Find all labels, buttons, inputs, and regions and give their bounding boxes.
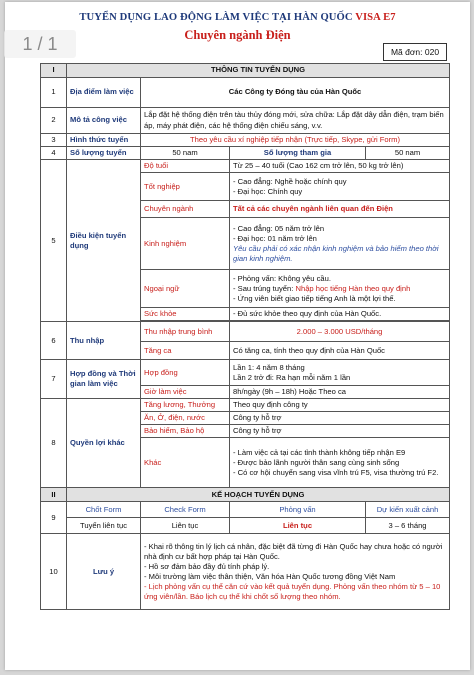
experience-value xyxy=(230,218,450,270)
other-benefits-value xyxy=(230,438,450,488)
hours-value: 8h/ngày (9h – 18h) Hoặc Theo ca xyxy=(230,386,450,399)
row-number: 10 xyxy=(41,534,67,610)
recruitment-table xyxy=(40,63,450,610)
other-benefit-line: - Có cơ hội chuyển sang visa vĩnh trú F5, visa thường trú F2. xyxy=(233,467,439,477)
sub-label-health: Sức khỏe xyxy=(141,308,230,321)
contract-value xyxy=(230,360,450,386)
section-header-info xyxy=(41,64,450,78)
language-line: - Phỏng vấn: Không yêu cầu. xyxy=(233,273,331,283)
row-quantity xyxy=(41,147,450,160)
order-code-box: Mã đơn: 020 xyxy=(383,43,447,61)
notes-value xyxy=(141,534,450,610)
plan-header: Phỏng vấn xyxy=(230,502,366,518)
row-number: 4 xyxy=(41,147,67,160)
row-income-salary xyxy=(41,322,450,342)
plan-header-row xyxy=(41,502,450,518)
experience-note: Yêu cầu phải có xác nhận kinh nghiệm và bảo hiểm theo thời gian kinh nghiệm. xyxy=(233,243,439,263)
section-title: THÔNG TIN TUYỂN DỤNG xyxy=(67,64,450,78)
row-number: 8 xyxy=(41,399,67,488)
sub-label-hours: Giờ làm việc xyxy=(141,386,230,399)
health-value: - Đủ sức khỏe theo quy định của Hàn Quốc. xyxy=(230,308,450,321)
plan-header: Check Form xyxy=(141,502,230,518)
section-header-plan xyxy=(41,488,450,502)
age-value: Từ 25 – 40 tuổi (Cao 162 cm trở lên, 50 kg trở lên) xyxy=(230,160,450,173)
sub-label-experience: Kinh nghiệm xyxy=(141,218,230,270)
sub-label-education: Tốt nghiệp xyxy=(141,173,230,201)
sub-label-language: Ngoại ngữ xyxy=(141,270,230,308)
education-line: - Cao đẳng: Nghề hoặc chính quy xyxy=(233,176,347,186)
row-notes xyxy=(41,534,450,610)
contract-line: Lần 1: 4 năm 8 tháng xyxy=(233,362,305,372)
language-line-prefix: - Sau trúng tuyển: xyxy=(233,283,296,293)
sub-label-other: Khác xyxy=(141,438,230,488)
title-visa: VISA E7 xyxy=(355,12,396,23)
row-job-description xyxy=(41,108,450,134)
row-label: Mô tả công việc xyxy=(67,108,141,134)
other-benefit-line: - Được bảo lãnh người thân sang cùng sinh sống xyxy=(233,457,400,467)
education-value xyxy=(230,173,450,201)
row-number: 7 xyxy=(41,360,67,399)
quantity-value: 50 nam xyxy=(141,147,230,160)
sub-label-overtime: Tăng ca xyxy=(141,342,230,360)
title-main: TUYỂN DỤNG LAO ĐỘNG LÀM VIỆC TẠI HÀN QUỐC xyxy=(79,12,356,23)
row-label: Hình thức tuyển xyxy=(67,134,141,147)
row-benefit-raise xyxy=(41,399,450,412)
plan-header: Chốt Form xyxy=(67,502,141,518)
participants-value: 50 nam xyxy=(366,147,450,160)
row-contract xyxy=(41,360,450,386)
note-line: - Khai rõ thông tin lý lịch cá nhân, đặc biệt đã từng đi Hàn Quốc hay chưa hoặc có người nhà định cư bất hợp pháp tại Hàn Quốc. xyxy=(144,541,443,561)
experience-line: - Đại học: 01 năm trở lên xyxy=(233,233,317,243)
language-line xyxy=(233,284,446,294)
major-value: Tất cả các chuyên ngành liên quan đến Điện xyxy=(230,201,450,218)
sub-label-food: Ăn, Ở, điện, nước xyxy=(141,412,230,425)
plan-value: Liên tục xyxy=(141,518,230,534)
row-conditions-age xyxy=(41,160,450,173)
language-line-highlight: Nhập học tiếng Hàn theo quy định xyxy=(295,283,411,293)
raise-value: Theo quy định công ty xyxy=(230,399,450,412)
food-value: Công ty hỗ trợ xyxy=(230,412,450,425)
plan-value-row xyxy=(41,518,450,534)
row-label: Quyền lợi khác xyxy=(67,399,141,488)
row-label: Số lượng tuyển xyxy=(67,147,141,160)
experience-line: - Cao đẳng: 05 năm trở lên xyxy=(233,223,325,233)
plan-value: Tuyển liên tục xyxy=(67,518,141,534)
other-benefit-line: - Làm việc cả tại các tỉnh thành không tiếp nhận E9 xyxy=(233,447,406,457)
row-label: Hợp đồng và Thời gian làm việc xyxy=(67,360,141,399)
row-label: Thu nhập xyxy=(67,322,141,360)
section-number: II xyxy=(41,488,67,502)
contract-line: Lần 2 trở đi: Ra hạn mỗi năm 1 lần xyxy=(233,372,351,382)
sub-label-age: Độ tuổi xyxy=(141,160,230,173)
row-number: 1 xyxy=(41,78,67,108)
note-line-highlight: - Lịch phỏng vấn cụ thể căn cứ vào kết quả tuyển dụng. Phỏng vấn theo nhóm từ 5 – 10 ứng viên/lần. Báo lịch cụ thể khi chốt số lượng theo nhóm. xyxy=(144,581,441,601)
row-value: Các Công ty Đóng tàu của Hàn Quốc xyxy=(141,78,450,108)
language-value xyxy=(230,270,450,308)
row-workplace xyxy=(41,78,450,108)
row-label: Lưu ý xyxy=(67,534,141,610)
row-number: 6 xyxy=(41,322,67,360)
sub-label-major: Chuyên ngành xyxy=(141,201,230,218)
document-title xyxy=(5,12,470,23)
page-indicator: 1 / 1 xyxy=(4,30,76,58)
plan-value: 3 – 6 tháng xyxy=(366,518,450,534)
row-label: Điều kiện tuyển dụng xyxy=(67,160,141,322)
row-recruitment-form xyxy=(41,134,450,147)
sub-label-insurance: Bảo hiểm, Bảo hộ xyxy=(141,425,230,438)
overtime-value: Có tăng ca, tính theo quy định của Hàn Quốc xyxy=(230,342,450,360)
language-line: - Ứng viên biết giao tiếp tiếng Anh là một lợi thế. xyxy=(233,293,396,303)
document-subtitle: Chuyên ngành Điện xyxy=(184,28,291,42)
row-number: 9 xyxy=(41,502,67,534)
row-number: 5 xyxy=(41,160,67,322)
section-number: I xyxy=(41,64,67,78)
insurance-value: Công ty hỗ trợ xyxy=(230,425,450,438)
salary-value: 2.000 – 3.000 USD/tháng xyxy=(230,322,450,342)
sub-label-salary: Thu nhập trung bình xyxy=(141,322,230,342)
participants-label: Số lượng tham gia xyxy=(230,147,366,160)
education-line: - Đại học: Chính quy xyxy=(233,186,303,196)
note-line: - Môi trường làm việc thân thiện, Văn hóa Hàn Quốc tương đồng Việt Nam xyxy=(144,571,396,581)
row-number: 3 xyxy=(41,134,67,147)
row-value: Lắp đặt hệ thống điện trên tàu thủy đóng mới, sửa chữa: Lắp đặt dây dẫn điện, trạm biến áp, máy phát điện, các hệ thống điện chiếu sáng, v.v. xyxy=(141,108,450,134)
row-label: Địa điểm làm việc xyxy=(67,78,141,108)
sub-label-raise: Tăng lương, Thưởng xyxy=(141,399,230,412)
sub-label-contract: Hợp đồng xyxy=(141,360,230,386)
plan-value: Liên tục xyxy=(230,518,366,534)
row-value: Theo yêu cầu xí nghiệp tiếp nhận (Trực tiếp, Skype, gửi Form) xyxy=(141,134,450,147)
section-title: KẾ HOẠCH TUYỂN DỤNG xyxy=(67,488,450,502)
row-number: 2 xyxy=(41,108,67,134)
note-line: - Hồ sơ đảm bảo đầy đủ tính pháp lý. xyxy=(144,561,270,571)
plan-header: Dự kiến xuất cảnh xyxy=(366,502,450,518)
